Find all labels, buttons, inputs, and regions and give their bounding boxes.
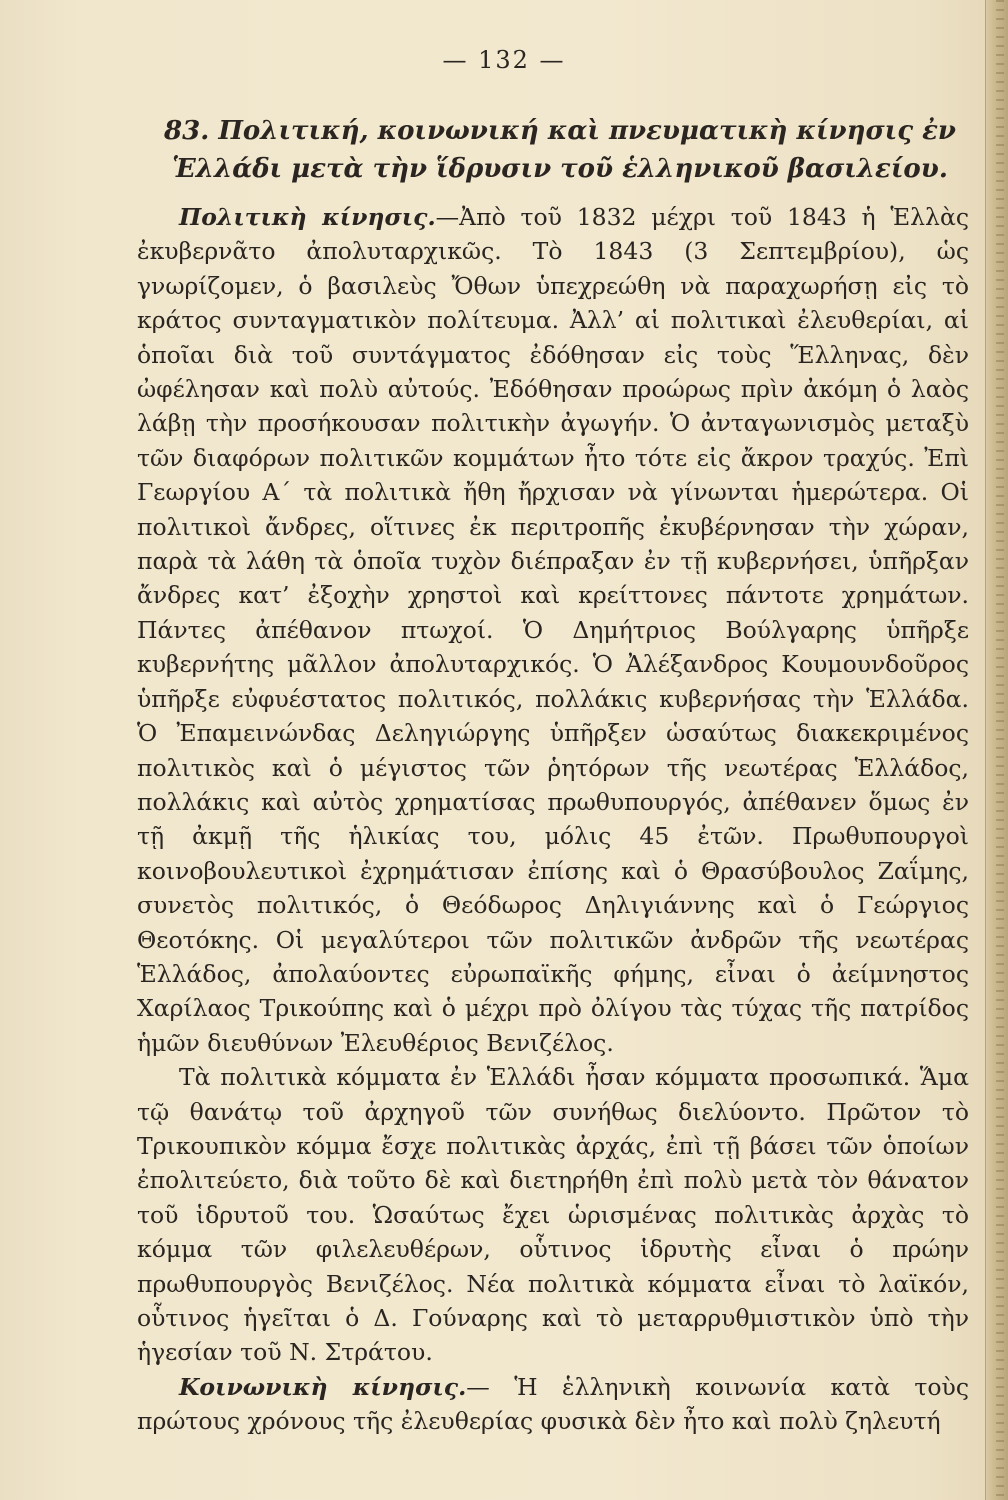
paragraph-social — [137, 1370, 969, 1439]
page-number: — 132 — — [442, 46, 566, 74]
section-heading-social: Κοινωνικὴ κίνησις. — [179, 1372, 467, 1401]
page-edge-texture — [996, 0, 1004, 1500]
section-heading-political: Πολιτικὴ κίνησις. — [179, 203, 436, 231]
paragraph-political-text: —Ἀπὸ τοῦ 1832 μέχρι τοῦ 1843 ἡ Ἑλλὰς ἐκυβερνᾶτο ἀπολυταρχικῶς. Τὸ 1843 (3 Σεπτεμβρίου), ὡς γνωρίζομεν, ὁ βασιλεὺς Ὄθων ὑπεχρεώθη νὰ παραχωρήσῃ εἰς τὸ κράτος συνταγματικὸν πολίτευμα. Ἀλλ’ αἱ πολιτικαὶ ἐλευθερίαι, αἱ ὁποῖαι διὰ τοῦ συντάγματος ἐδόθησαν εἰς τοὺς Ἕλληνας, δὲν ὠφέλησαν καὶ πολὺ αὐτούς. Ἐδόθησαν προώρως πρὶν ἀκόμη ὁ λαὸς λάβῃ τὴν προσήκουσαν πολιτικὴν ἀγωγήν. Ὁ ἀνταγωνισμὸς μεταξὺ τῶν διαφόρων πολιτικῶν κομμάτων ἦτο τότε εἰς ἄκρον τραχύς. Ἐπὶ Γεωργίου Α΄ τὰ πολιτικὰ ἤθη ἤρχισαν νὰ γίνωνται ἡμερώτερα. Οἱ πολιτικοὶ ἄνδρες, οἵτινες ἐκ περιτροπῆς ἐκυβέρνησαν τὴν χώραν, παρὰ τὰ λάθη τὰ ὁποῖα τυχὸν διέπραξαν ἐν τῇ κυβερνήσει, ὑπῆρξαν ἄνδρες κατ’ ἐξοχὴν χρηστοὶ καὶ κρείττονες πάντοτε χρημάτων. Πάντες ἀπέθανον πτωχοί. Ὁ Δημήτριος Βούλγαρης ὑπῆρξε κυβερνήτης μᾶλλον ἀπολυταρχικός. Ὁ Ἀλέξανδρος Κουμουνδοῦρος ὑπῆρξε εὐφυέστατος πολιτικός, πολλάκις κυβερνήσας τὴν Ἑλλάδα. Ὁ Ἐπαμεινώνδας Δεληγιώργης ὑπῆρξεν ὡσαύτως διακεκριμένος πολιτικὸς καὶ ὁ μέγιστος τῶν ῥητόρων τῆς νεωτέρας Ἑλλάδος, πολλάκις καὶ αὐτὸς χρηματίσας πρωθυπουργός, ἀπέθανεν ὅμως ἐν τῇ ἀκμῇ τῆς ἡλικίας του, μόλις 45 ἐτῶν. Πρωθυπουργοὶ κοινοβουλευτικοὶ ἐχρημάτισαν ἐπίσης καὶ ὁ Θρασύβουλος Ζαΐμης, συνετὸς πολιτικός, ὁ Θεόδωρος Δηλιγιάννης καὶ ὁ Γεώργιος Θεοτόκης. Οἱ μεγαλύτεροι τῶν πολιτικῶν ἀνδρῶν τῆς νεωτέρας Ἑλλάδος, ἀπολαύοντες εὐρωπαϊκῆς φήμης, εἶναι ὁ ἀείμνηστος Χαρίλαος Τρικούπης καὶ ὁ μέχρι πρὸ ὀλίγου τὰς τύχας τῆς πατρίδος ἡμῶν διευθύνων Ἐλευθέριος Βενιζέλος. — [137, 203, 969, 1057]
body-text — [137, 200, 969, 1439]
paragraph-political — [137, 200, 969, 1060]
paragraph-social-text: — Ἡ ἑλληνικὴ κοινωνία κατὰ τοὺς πρώτους χρόνους τῆς ἐλευθερίας φυσικὰ δὲν ἦτο καὶ πολὺ ζηλευτή — [137, 1372, 969, 1436]
chapter-title: 83. Πολιτική, κοινωνική καὶ πνευματικὴ κίνησις ἐν Ἑλλάδι μετὰ τὴν ἵδρυσιν τοῦ ἑλληνικοῦ βασιλείου. — [164, 116, 956, 184]
paragraph-parties: Τὰ πολιτικὰ κόμματα ἐν Ἑλλάδι ἦσαν κόμματα προσωπικά. Ἅμα τῷ θανάτῳ τοῦ ἀρχηγοῦ τῶν συνήθως διελύοντο. Πρῶτον τὸ Τρικουπικὸν κόμμα ἔσχε πολιτικὰς ἀρχάς, ἐπὶ τῇ βάσει τῶν ὁποίων ἐπολιτεύετο, διὰ τοῦτο δὲ καὶ διετηρήθη ἐπὶ πολὺ μετὰ τὸν θάνατον τοῦ ἱδρυτοῦ του. Ὡσαύτως ἔχει ὡρισμένας πολιτικὰς ἀρχὰς τὸ κόμμα τῶν φιλελευθέρων, οὗτινος ἱδρυτὴς εἶναι ὁ πρώην πρωθυπουργὸς Βενιζέλος. Νέα πολιτικὰ κόμματα εἶναι τὸ λαϊκόν, οὗτινος ἡγεῖται ὁ Δ. Γούναρης καὶ τὸ μεταρρυθμιστικὸν ὑπὸ τὴν ἡγεσίαν τοῦ Ν. Στράτου. — [137, 1063, 969, 1367]
